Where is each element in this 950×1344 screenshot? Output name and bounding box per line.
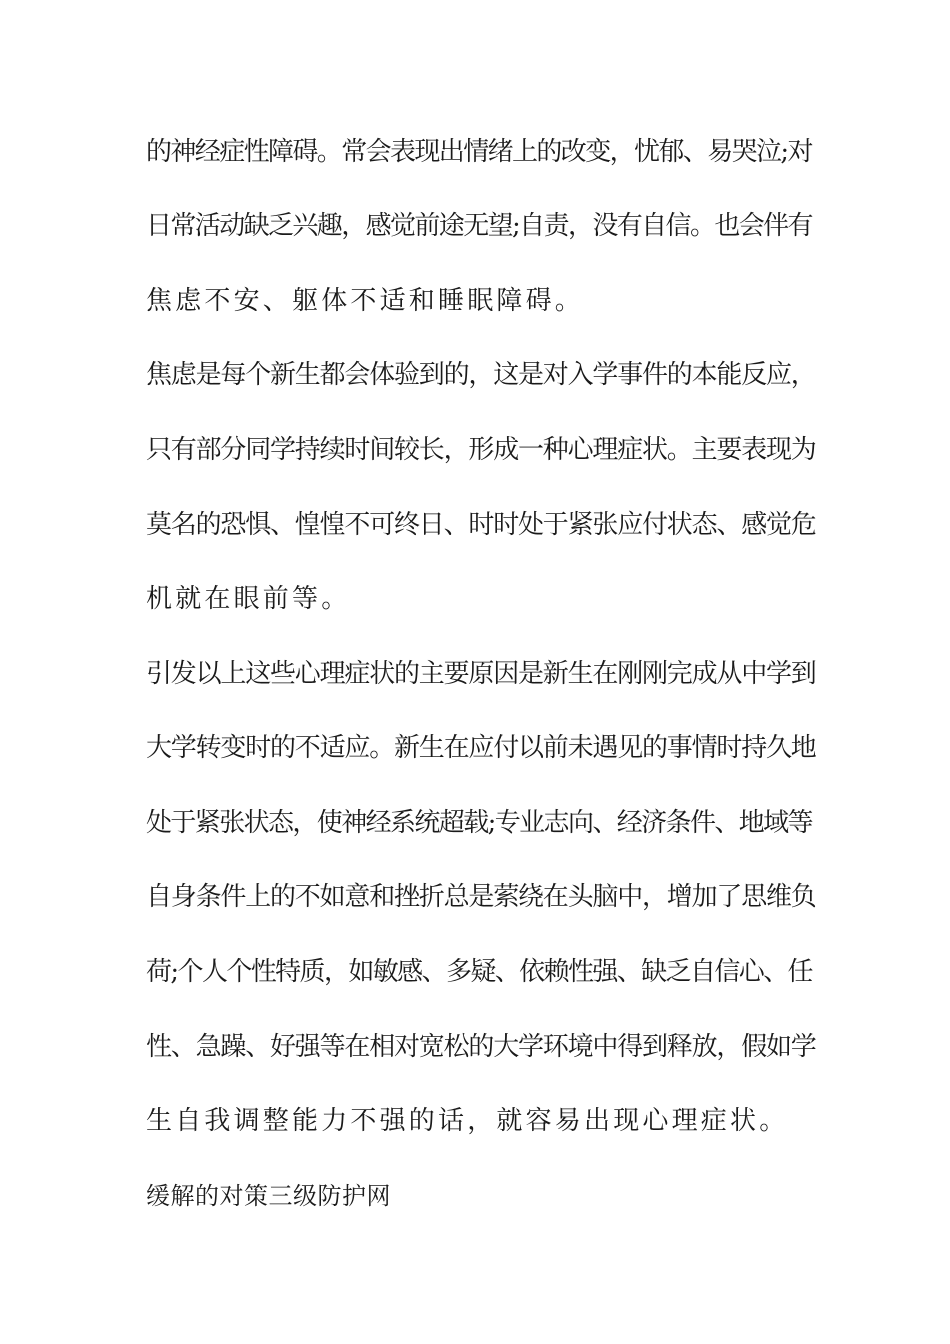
text-line-1: 的神经症性障碍。常会表现出情绪上的改变，忧郁、易哭泣;对 [146, 137, 812, 167]
text-line-10: 处于紧张状态，使神经系统超载;专业志向、经济条件、地域等 [146, 808, 812, 838]
text-line-9: 大学转变时的不适应。新生在应付以前未遇见的事情时持久地 [146, 733, 816, 763]
text-line-13: 性、急躁、好强等在相对宽松的大学环境中得到释放，假如学 [146, 1032, 816, 1062]
text-line-8: 引发以上这些心理症状的主要原因是新生在刚刚完成从中学到 [146, 659, 816, 689]
text-line-7: 机就在眼前等。 [146, 584, 351, 614]
text-line-12: 荷;个人个性特质，如敏感、多疑、依赖性强、缺乏自信心、任 [146, 957, 812, 987]
text-line-14: 生自我调整能力不强的话，就容易出现心理症状。 [146, 1106, 789, 1136]
text-line-4: 焦虑是每个新生都会体验到的，这是对入学事件的本能反应， [146, 360, 816, 390]
text-line-11: 自身条件上的不如意和挫折总是萦绕在头脑中，增加了思维负 [146, 882, 816, 912]
text-line-3: 焦虑不安、躯体不适和睡眠障碍。 [146, 286, 585, 316]
text-line-5: 只有部分同学持续时间较长，形成一种心理症状。主要表现为 [146, 435, 816, 465]
section-heading: 缓解的对策三级防护网 [146, 1182, 391, 1210]
text-line-2: 日常活动缺乏兴趣，感觉前途无望;自责，没有自信。也会伴有 [146, 211, 812, 241]
text-line-6: 莫名的恐惧、惶惶不可终日、时时处于紧张应付状态、感觉危 [146, 510, 816, 540]
